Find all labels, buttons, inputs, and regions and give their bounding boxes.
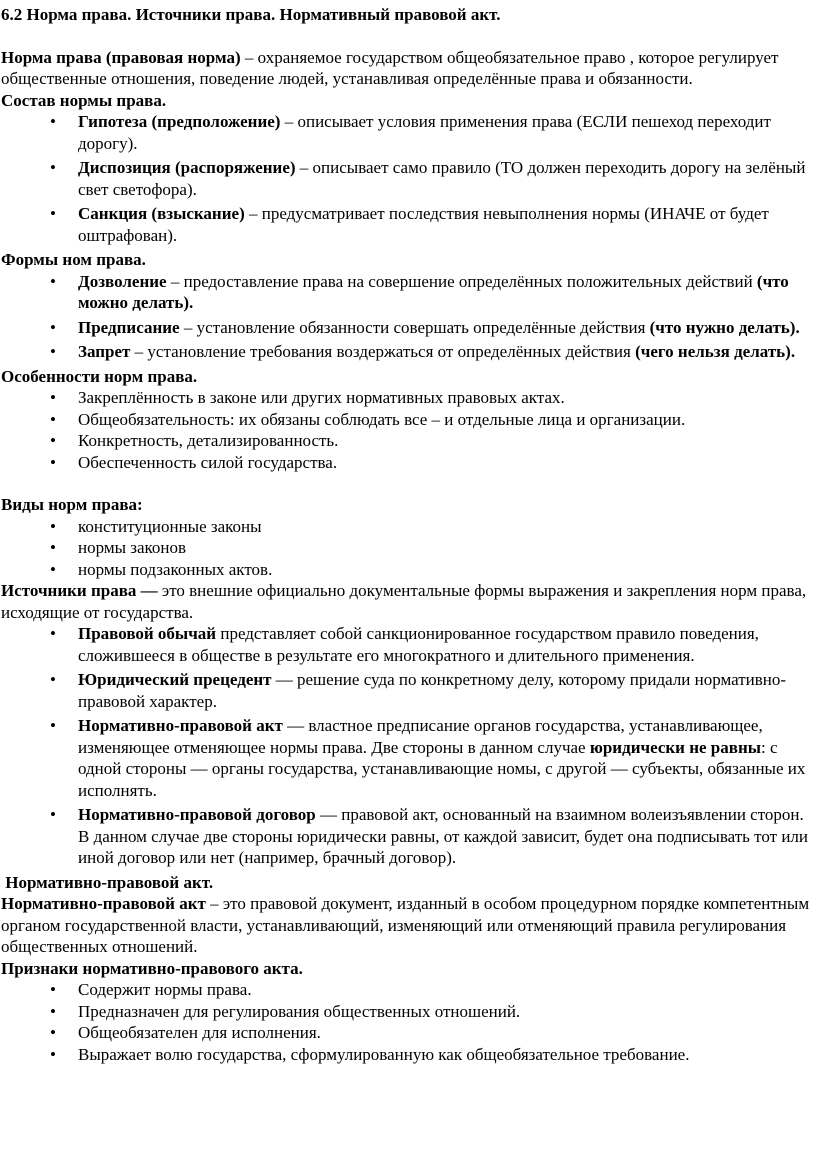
list-item: • Содержит нормы права. [78, 979, 812, 1001]
npa-heading: Нормативно-правовой акт. [1, 872, 214, 892]
list-item: • Диспозиция (распоряжение) – описывает само правило (ТО должен переходить дорогу на зелёный свет светофора). [78, 157, 812, 200]
list-item: • Нормативно-правовой акт — властное предписание органов государства, устанавливающее, изменяющее отменяющее нормы права. Две стороны в данном случае юридически не равны: с одной стороны — органы государства, устанавливающие номы, с другой — субъекты, обязанные их исполнять. [78, 715, 812, 801]
list-item: • Санкция (взыскание) – предусматривает последствия невыполнения нормы (ИНАЧЕ от будет оштрафован). [78, 203, 812, 246]
features-list [1, 387, 812, 473]
norm-definition [1, 47, 812, 90]
list-item: • Запрет – установление требования воздержаться от определённых действия (чего нельзя делать). [78, 341, 812, 363]
list-item: • Юридический прецедент — решение суда по конкретному делу, которому придали нормативно-правовой характер. [78, 669, 812, 712]
forms-list [1, 271, 812, 363]
sources-list [1, 623, 812, 869]
list-item: • нормы законов [78, 537, 812, 559]
list-item: • нормы подзаконных актов. [78, 559, 812, 581]
list-item: • Конкретность, детализированность. [78, 430, 812, 452]
list-item: • Общеобязателен для исполнения. [78, 1022, 812, 1044]
forms-heading: Формы ном права. [1, 250, 146, 269]
npa-signs-heading: Признаки нормативно-правового акта. [1, 958, 303, 978]
kinds-heading: Виды норм права: [1, 495, 143, 514]
npa-definition: Нормативно-правовой акт – это правовой документ, изданный в особом процедурном порядке компетентным органом государственной власти, устанавливающий, изменяющий или отменяющий правила регулирования общественных отношений. [1, 894, 810, 956]
sources-definition: Источники права — это внешние официально документальные формы выражения и закрепления норм права, исходящие от государства. [1, 581, 807, 622]
list-item: • конституционные законы [78, 516, 812, 538]
norm-term: Норма права (правовая норма) [1, 47, 241, 67]
list-item: • Гипотеза (предположение) – описывает условия применения права (ЕСЛИ пешеход переходит дорогу). [78, 111, 812, 154]
list-item: • Общеобязательность: их обязаны соблюдать все – и отдельные лица и организации. [78, 409, 812, 431]
kinds-list [1, 516, 812, 581]
list-item: • Правовой обычай представляет собой санкционированное государством правило поведения, сложившееся в обществе в результате его многократного и длительного применения. [78, 623, 812, 666]
norm-text: – охраняемое государством общеобязательное право , которое регулирует общественные отношения, поведение людей, устанавливая определённые права и обязанности. [1, 47, 779, 88]
features-heading: Особенности норм права. [1, 366, 198, 386]
list-item: • Обеспеченность силой государства. [78, 452, 812, 474]
structure-list [1, 111, 812, 246]
npa-signs-list [1, 979, 812, 1065]
document-title: 6.2 Норма права. Источники права. Нормативный правовой акт. [1, 5, 501, 24]
list-item: • Предписание – установление обязанности совершать определённые действия (что нужно делать). [78, 317, 812, 339]
list-item: • Предназначен для регулирования общественных отношений. [78, 1001, 812, 1023]
list-item: • Нормативно-правовой договор — правовой акт, основанный на взаимном волеизъявлении сторон. В данном случае две стороны юридически равны, от каждой зависит, будет она подписывать тот или иной договор или нет (например, брачный договор). [78, 804, 812, 869]
list-item: • Выражает волю государства, сформулированную как общеобязательное требование. [78, 1044, 812, 1066]
list-item: • Дозволение – предоставление права на совершение определённых положительных действий (что можно делать). [78, 271, 812, 314]
structure-heading: Состав нормы права. [1, 90, 167, 110]
list-item: • Закреплённость в законе или других нормативных правовых актах. [78, 387, 812, 409]
spacer [1, 473, 812, 494]
